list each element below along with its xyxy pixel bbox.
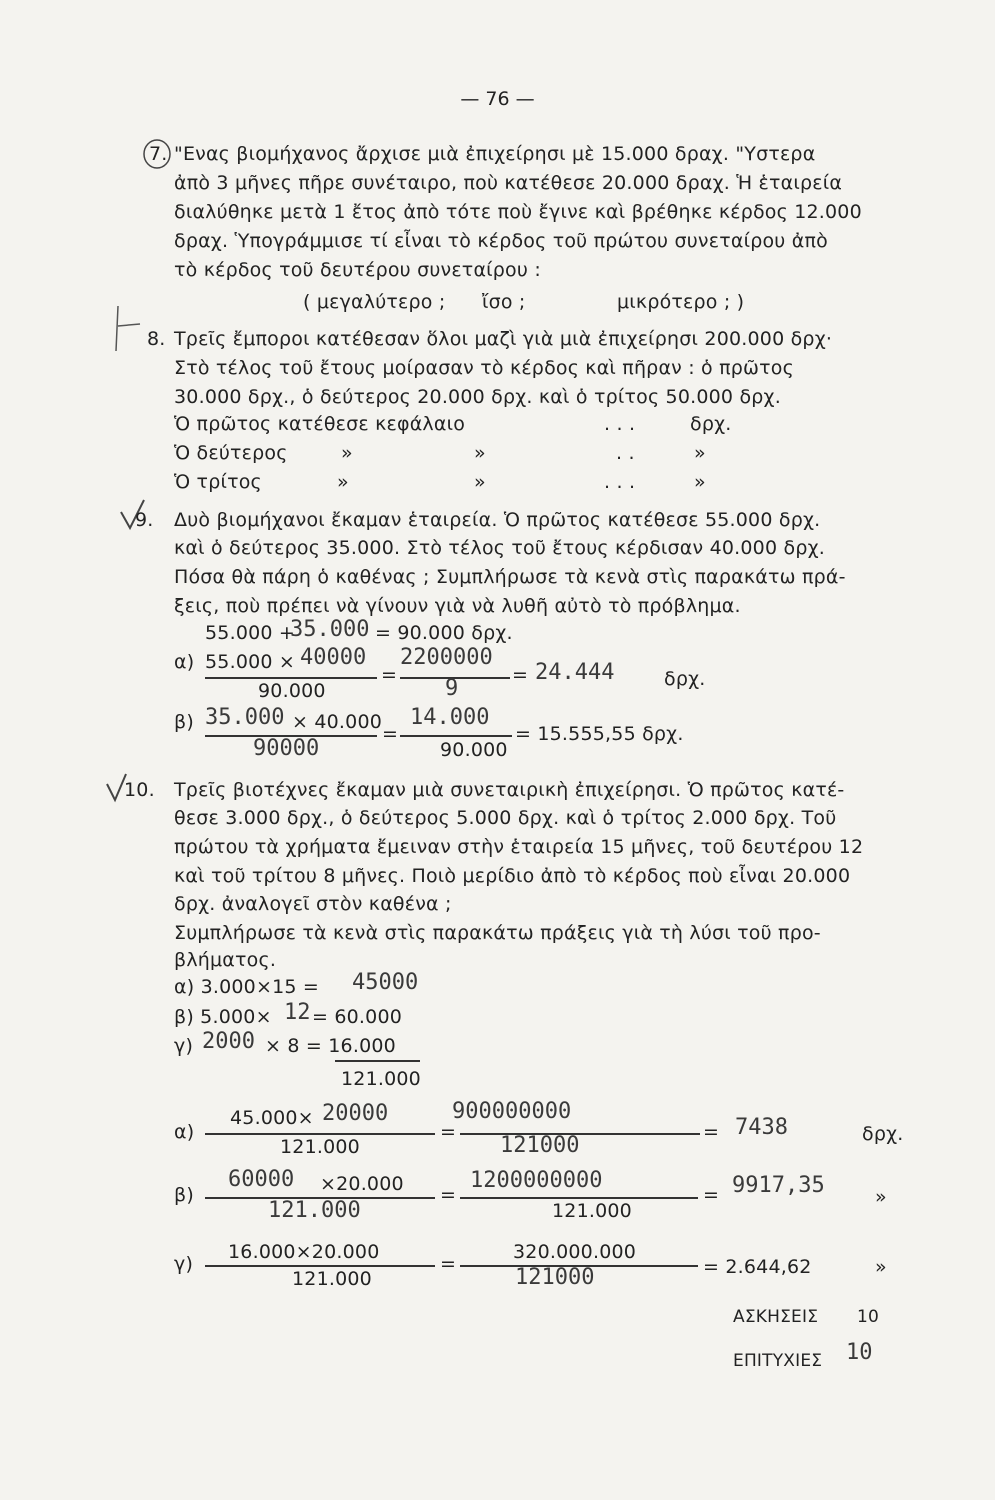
frac-c-result: = 2.644,62 xyxy=(703,1256,812,1278)
row-first-label: Ὁ πρῶτος κατέθεσε κεφάλαιο xyxy=(174,413,466,435)
beta-label: β) xyxy=(174,711,194,733)
beta-numerator-handwritten: 35.000 xyxy=(205,705,285,730)
frac-b-middle-handwritten: 1200000000 xyxy=(470,1168,603,1193)
alpha-equals-2: = xyxy=(512,664,529,686)
product-a: α) 3.000×15 = xyxy=(174,976,320,998)
frac-b-denominator-handwritten: 121.000 xyxy=(268,1198,361,1223)
frac-c-label: γ) xyxy=(174,1253,194,1275)
alpha-label: α) xyxy=(174,651,195,673)
frac-b-numerator: ×20.000 xyxy=(320,1173,404,1195)
exercise-8-number: 8. xyxy=(147,328,166,350)
frac-b-equals-1: = xyxy=(440,1184,457,1206)
alpha-denominator: 90.000 xyxy=(258,680,326,702)
exercise-8-line-2: Στὸ τέλος τοῦ ἔτους μοίρασαν τὸ κέρδος καὶ πῆραν : ὁ πρῶτος xyxy=(174,357,794,379)
exercise-10-line-5: δρχ. ἀναλογεῖ στὸν καθένα ; xyxy=(174,893,452,915)
frac-a-result-handwritten: 7438 xyxy=(735,1115,788,1140)
exercise-7-line-4: δραχ. Ὑπογράμμισε τί εἶναι τὸ κέρδος τοῦ πρώτου συνεταίρου ἀπὸ xyxy=(174,230,828,252)
row-second-ditto-1: » xyxy=(341,442,353,464)
row-second-ditto-2: » xyxy=(474,442,486,464)
frac-a-middle-den-handwritten: 121000 xyxy=(500,1133,580,1158)
frac-b-result-handwritten: 9917,35 xyxy=(732,1173,825,1198)
exercise-10-number: 10. xyxy=(124,779,155,801)
alpha-unit: δρχ. xyxy=(664,668,706,690)
row-second-label: Ὁ δεύτερος xyxy=(174,442,288,464)
row-second-unit: » xyxy=(694,442,706,464)
exercise-10-line-6: Συμπλήρωσε τὰ κενὰ στὶς παρακάτω πράξεις γιὰ τὴ λύσι τοῦ προ- xyxy=(174,922,821,944)
frac-a-equals-2: = xyxy=(703,1121,720,1143)
frac-a-numerator: 45.000× xyxy=(230,1107,314,1129)
exercise-7-line-3: διαλύθηκε μετὰ 1 ἔτος ἀπὸ τότε ποὺ ἔγινε καὶ βρέθηκε κέρδος 12.000 xyxy=(174,201,862,223)
row-third-dots: . . . xyxy=(604,471,636,493)
beta-middle-bar xyxy=(400,735,512,737)
row-third-unit: » xyxy=(694,471,706,493)
sum-total-bar xyxy=(335,1060,420,1062)
exercise-9-line-3: Πόσα θὰ πάρη ὁ καθένας ; Συμπλήρωσε τὰ κενὰ στὶς παρακάτω πρά- xyxy=(174,566,846,588)
row-third-ditto-2: » xyxy=(474,471,486,493)
frac-b-unit: » xyxy=(875,1186,887,1208)
alpha-numerator: 55.000 × xyxy=(205,651,296,673)
sum-left: 55.000 + xyxy=(205,622,296,644)
exercise-8-pencil-mark xyxy=(110,296,150,362)
alpha-numerator-handwritten: 40000 xyxy=(300,645,367,670)
product-b-handwritten: 12 xyxy=(284,1000,311,1025)
frac-a-middle-handwritten: 900000000 xyxy=(452,1099,572,1124)
frac-b-equals-2: = xyxy=(703,1184,720,1206)
sum-handwritten: 35.000 xyxy=(290,617,370,642)
exercise-10-line-7: βλήματος. xyxy=(174,949,277,971)
exercise-7-line-2: ἀπὸ 3 μῆνες πῆρε συνέταιρο, ποὺ κατέθεσε 20.000 δραχ. Ἡ ἑταιρεία xyxy=(174,172,843,194)
alpha-result-handwritten: 24.444 xyxy=(535,660,615,685)
exercise-10-line-1: Τρεῖς βιοτέχνες ἔκαμαν μιὰ συνεταιρικὴ ἐπιχείρησι. Ὁ πρῶτος κατέ- xyxy=(174,779,845,801)
product-a-handwritten: 45000 xyxy=(352,970,419,995)
product-c-rest: × 8 = 16.000 xyxy=(265,1035,396,1057)
product-c-handwritten: 2000 xyxy=(202,1029,255,1054)
row-third-label: Ὁ τρίτος xyxy=(174,471,262,493)
choice-equal: ἴσο ; xyxy=(482,291,526,313)
beta-denominator: 90.000 xyxy=(440,739,508,761)
product-b-rest: = 60.000 xyxy=(312,1006,403,1028)
exercise-10-line-4: καὶ τοῦ τρίτου 8 μῆνες. Ποιὸ μερίδιο ἀπὸ τὸ κέρδος ποὺ εἶναι 20.000 xyxy=(174,865,851,887)
frac-b-numerator-handwritten: 60000 xyxy=(228,1167,295,1192)
exercise-9-line-2: καὶ ὁ δεύτερος 35.000. Στὸ τέλος τοῦ ἔτους κέρδισαν 40.000 δρχ. xyxy=(174,537,826,559)
exercise-7-number: 7. xyxy=(149,143,168,165)
frac-a-denominator: 121.000 xyxy=(280,1136,360,1158)
sum-total: 121.000 xyxy=(341,1068,421,1090)
frac-b-middle-denominator: 121.000 xyxy=(552,1200,632,1222)
page-number: — 76 — xyxy=(460,88,535,110)
alpha-middle-den-handwritten: 9 xyxy=(445,676,459,701)
choice-greater: ( μεγαλύτερο ; xyxy=(303,291,446,313)
beta-denominator-handwritten: 90000 xyxy=(253,736,320,761)
row-second-dots: . . xyxy=(616,442,635,464)
product-b: β) 5.000× xyxy=(174,1006,272,1028)
exercises-value: 10 xyxy=(857,1307,880,1327)
alpha-equals-1: = xyxy=(381,664,398,686)
frac-c-equals: = xyxy=(440,1253,457,1275)
exercise-7-line-1: "Ενας βιομήχανος ἄρχισε μιὰ ἐπιχείρησι μὲ 15.000 δραχ. "Υστερα xyxy=(174,143,816,165)
frac-c-middle-den-handwritten: 121000 xyxy=(515,1265,595,1290)
success-value-handwritten: 10 xyxy=(846,1340,873,1365)
frac-a-numerator-handwritten: 20000 xyxy=(322,1101,389,1126)
exercise-8-line-1: Τρεῖς ἔμποροι κατέθεσαν ὅλοι μαζὶ γιὰ μιὰ ἐπιχείρησι 200.000 δρχ· xyxy=(174,328,833,350)
frac-a-middle-bar xyxy=(460,1133,700,1135)
success-label: ΕΠΙΤΥΧΙΕΣ xyxy=(733,1351,823,1371)
alpha-middle-handwritten: 2200000 xyxy=(400,645,493,670)
sum-right: = 90.000 δρχ. xyxy=(375,622,513,644)
frac-a-label: α) xyxy=(174,1121,195,1143)
frac-c-denominator: 121.000 xyxy=(292,1268,372,1290)
exercise-10-line-2: θεσε 3.000 δρχ., ὁ δεύτερος 5.000 δρχ. καὶ ὁ τρίτος 2.000 δρχ. Τοῦ xyxy=(174,807,837,829)
beta-result: = 15.555,55 δρχ. xyxy=(515,723,684,745)
exercise-7-line-5: τὸ κέρδος τοῦ δευτέρου συνεταίρου : xyxy=(174,259,541,281)
frac-a-equals-1: = xyxy=(440,1121,457,1143)
exercises-label: ΑΣΚΗΣΕΙΣ xyxy=(733,1307,819,1327)
beta-equals: = xyxy=(382,723,399,745)
frac-c-middle: 320.000.000 xyxy=(513,1241,637,1263)
beta-numerator: × 40.000 xyxy=(292,711,383,733)
frac-b-label: β) xyxy=(174,1184,194,1206)
exercise-9-line-1: Δυὸ βιομήχανοι ἔκαμαν ἑταιρεία. Ὁ πρῶτος κατέθεσε 55.000 δρχ. xyxy=(174,509,821,531)
frac-a-unit: δρχ. xyxy=(862,1123,904,1145)
beta-middle-handwritten: 14.000 xyxy=(410,705,490,730)
exercise-8-line-3: 30.000 δρχ., ὁ δεύτερος 20.000 δρχ. καὶ ὁ τρίτος 50.000 δρχ. xyxy=(174,386,781,408)
product-c-label: γ) xyxy=(174,1035,194,1057)
exercise-9-line-4: ξεις, ποὺ πρέπει νὰ γίνουν γιὰ νὰ λυθῆ αὐτὸ τὸ πρόβλημα. xyxy=(174,595,741,617)
row-first-unit: δρχ. xyxy=(690,413,732,435)
row-first-dots: . . . xyxy=(604,413,636,435)
frac-c-unit: » xyxy=(875,1256,887,1278)
row-third-ditto-1: » xyxy=(337,471,349,493)
exercise-10-line-3: πρώτου τὰ χρήματα ἔμειναν στὴν ἑταιρεία 15 μῆνες, τοῦ δευτέρου 12 xyxy=(174,836,864,858)
exercise-9-number: 9. xyxy=(135,509,154,531)
frac-c-numerator: 16.000×20.000 xyxy=(228,1241,380,1263)
choice-smaller: μικρότερο ; ) xyxy=(617,291,745,313)
